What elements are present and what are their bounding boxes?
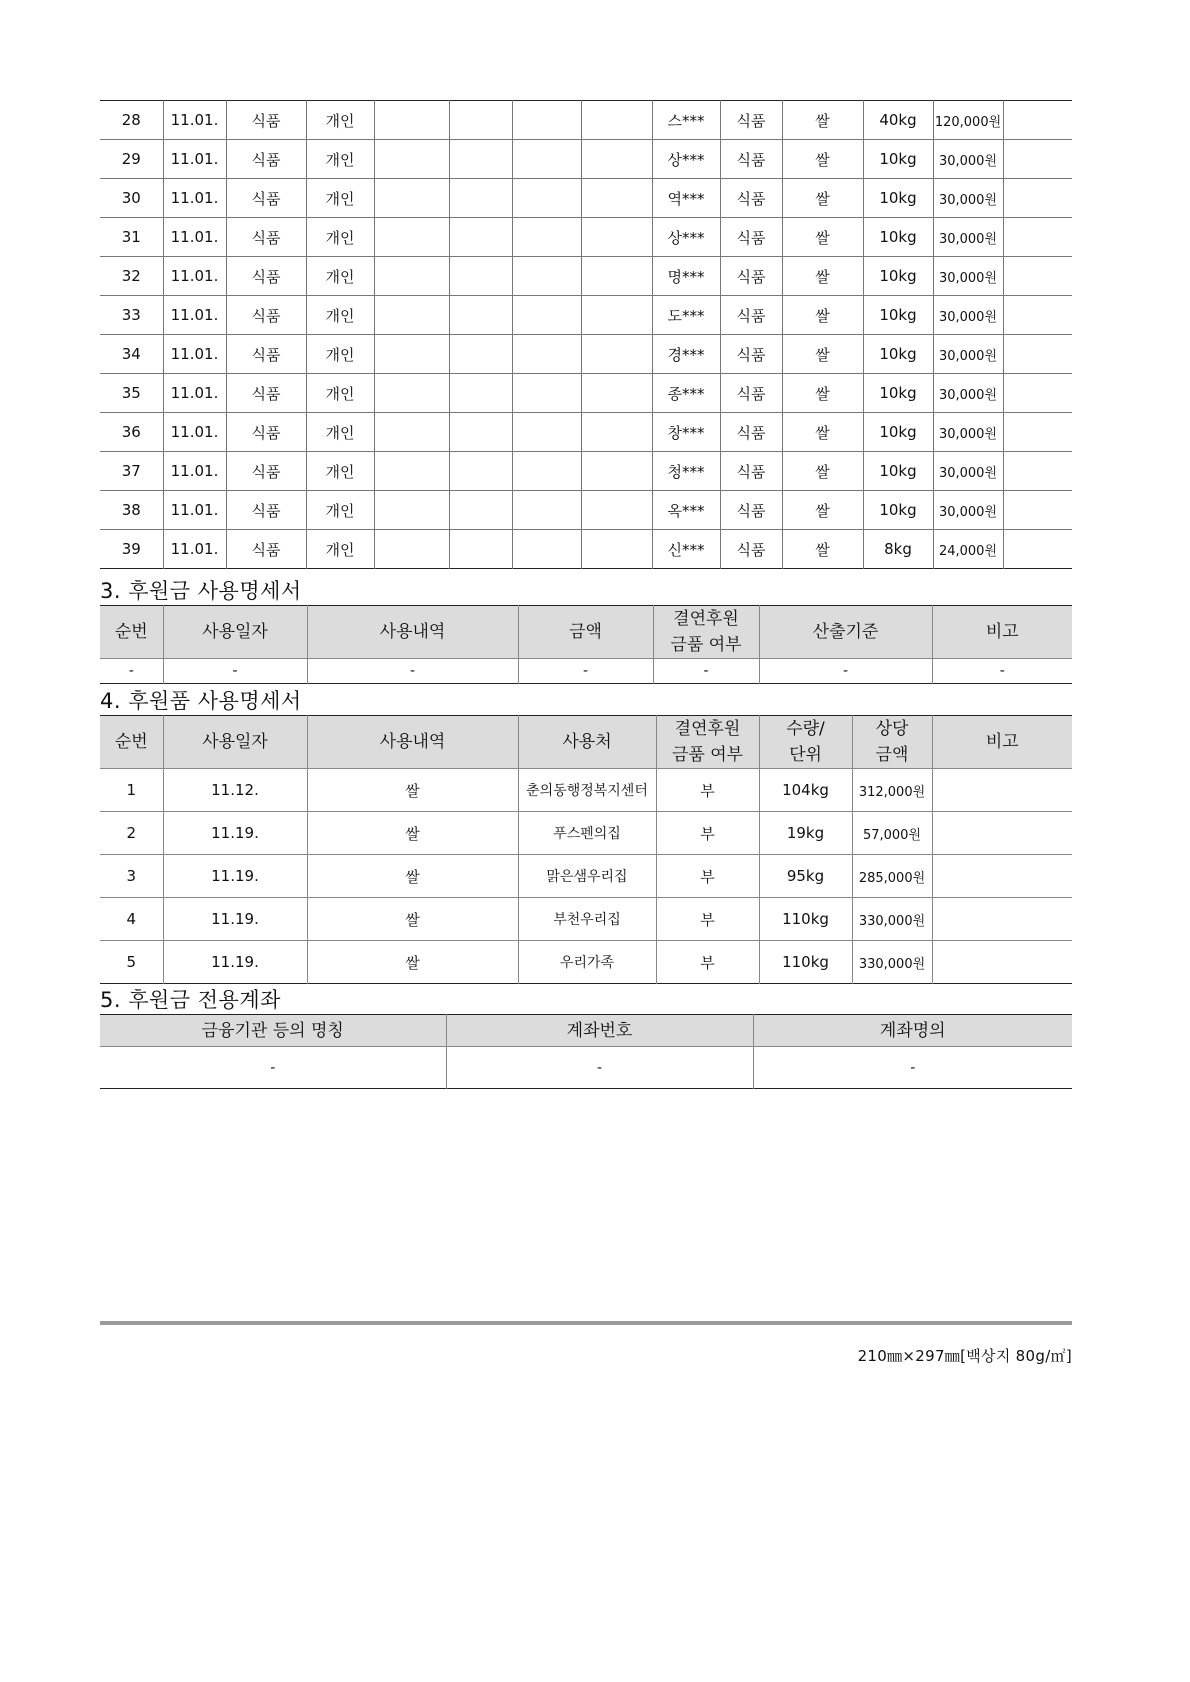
cell-empty: [581, 374, 652, 413]
header-holder: 계좌명의: [753, 1015, 1072, 1047]
cell-date: 11.01.: [163, 101, 226, 140]
cell-details: 쌀: [307, 812, 518, 855]
cell-no: 35: [100, 374, 163, 413]
header-place: 사용처: [518, 716, 656, 769]
cell-empty: [581, 413, 652, 452]
paper-spec: 210㎜×297㎜[백상지 80g/㎡]: [857, 1347, 1072, 1365]
cell-no: 30: [100, 179, 163, 218]
cell-empty: [512, 413, 581, 452]
cell-no: 28: [100, 101, 163, 140]
cell-empty: [512, 335, 581, 374]
cell-amount: 30,000원: [933, 140, 1003, 179]
cell-empty: [512, 101, 581, 140]
cell-type: 식품: [226, 218, 306, 257]
cell-donor-type: 개인: [306, 530, 374, 569]
section4-title: 4. 후원품 사용명세서: [100, 689, 302, 713]
table-row: [100, 855, 1072, 898]
cell-empty: [449, 491, 512, 530]
cell-empty: [374, 140, 449, 179]
cell-note: [932, 769, 1072, 812]
cell-no: 4: [100, 898, 163, 941]
cell-amount: 30,000원: [933, 413, 1003, 452]
cell-category: 식품: [720, 218, 782, 257]
header-value-line1: 상당: [875, 719, 909, 739]
table-row: [100, 101, 1072, 140]
cell-designated: 부: [656, 812, 759, 855]
table-row: [100, 941, 1072, 984]
cell-value: 330,000원: [852, 941, 932, 984]
cell-name: 상***: [652, 140, 720, 179]
account-table: [100, 1014, 1072, 1089]
account-header: [100, 1015, 1072, 1047]
cell-amount: 30,000원: [933, 218, 1003, 257]
table-row: [100, 1047, 1072, 1089]
cell-amount: 30,000원: [933, 296, 1003, 335]
goods-usage-body: [100, 769, 1072, 984]
cell-designated: -: [653, 659, 759, 684]
cell-empty: [1003, 530, 1072, 569]
cell-place: 맑은샘우리집: [518, 855, 656, 898]
cell-item: 쌀: [782, 257, 863, 296]
cell-empty: [581, 530, 652, 569]
cell-empty: [449, 140, 512, 179]
cell-empty: [374, 179, 449, 218]
header-qty: [759, 716, 852, 769]
cell-name: 도***: [652, 296, 720, 335]
cell-type: 식품: [226, 296, 306, 335]
cell-amount: 30,000원: [933, 491, 1003, 530]
cell-donor-type: 개인: [306, 491, 374, 530]
goods-usage-table: [100, 715, 1072, 984]
cell-qty: 110kg: [759, 898, 852, 941]
header-no: 순번: [100, 606, 163, 659]
cell-empty: [512, 218, 581, 257]
cell-name: 종***: [652, 374, 720, 413]
header-designated-line2: 금품 여부: [670, 635, 742, 655]
cell-date: 11.19.: [163, 812, 307, 855]
cell-bank: -: [270, 1059, 276, 1076]
cell-empty: [449, 413, 512, 452]
cell-type: 식품: [226, 101, 306, 140]
cell-donor-type: 개인: [306, 452, 374, 491]
header-note: 비고: [932, 716, 1072, 769]
cell-name: 명***: [652, 257, 720, 296]
cell-empty: [449, 452, 512, 491]
table-row: [100, 769, 1072, 812]
cell-date: 11.01.: [163, 413, 226, 452]
goods-usage-header: [100, 716, 1072, 769]
cell-name: 창***: [652, 413, 720, 452]
cell-item: 쌀: [782, 101, 863, 140]
footer-divider: [100, 1321, 1072, 1325]
header-note: 비고: [932, 606, 1072, 659]
cell-type: 식품: [226, 335, 306, 374]
cell-empty: [581, 335, 652, 374]
cell-type: 식품: [226, 452, 306, 491]
cell-item: 쌀: [782, 413, 863, 452]
cell-empty: [1003, 452, 1072, 491]
cell-date: 11.01.: [163, 296, 226, 335]
header-details: 사용내역: [307, 716, 518, 769]
cell-qty: 104kg: [759, 769, 852, 812]
cell-amount: 30,000원: [933, 179, 1003, 218]
cell-empty: [449, 257, 512, 296]
table-row: [100, 140, 1072, 179]
cell-category: 식품: [720, 491, 782, 530]
cell-note: [932, 941, 1072, 984]
cell-category: 식품: [720, 413, 782, 452]
cell-name: 신***: [652, 530, 720, 569]
cell-type: 식품: [226, 257, 306, 296]
cell-date: 11.01.: [163, 530, 226, 569]
cell-date: 11.01.: [163, 140, 226, 179]
cell-item: 쌀: [782, 374, 863, 413]
cell-no: 5: [126, 953, 137, 971]
header-basis: 산출기준: [759, 606, 932, 659]
cell-item: 쌀: [782, 530, 863, 569]
cell-empty: [449, 530, 512, 569]
cell-type: 식품: [226, 179, 306, 218]
cell-amount: 30,000원: [933, 335, 1003, 374]
cell-empty: [374, 101, 449, 140]
cell-type: 식품: [226, 374, 306, 413]
cell-date: 11.01.: [163, 374, 226, 413]
header-date: 사용일자: [163, 606, 307, 659]
header-value-line2: 금액: [875, 745, 909, 765]
cell-qty: 10kg: [863, 140, 933, 179]
header-date: 사용일자: [163, 716, 307, 769]
cell-empty: [581, 101, 652, 140]
cell-type: 식품: [226, 530, 306, 569]
cell-details: 쌀: [307, 769, 518, 812]
cell-empty: [449, 335, 512, 374]
cell-date: 11.01.: [163, 257, 226, 296]
cell-name: 옥***: [652, 491, 720, 530]
table-row: [100, 179, 1072, 218]
cell-date: -: [163, 659, 307, 684]
cell-account: -: [446, 1047, 753, 1089]
cell-qty: 95kg: [759, 855, 852, 898]
cell-empty: [449, 101, 512, 140]
header-designated: [653, 606, 759, 659]
table-row: [100, 898, 1072, 941]
header-designated-line1: 결연후원: [674, 719, 741, 739]
header-value: [852, 716, 932, 769]
cell-amount: 30,000원: [933, 374, 1003, 413]
cell-date: 11.01.: [163, 452, 226, 491]
cell-empty: [512, 179, 581, 218]
cell-empty: [1003, 218, 1072, 257]
cell-no: 31: [100, 218, 163, 257]
cell-value: 57,000원: [852, 812, 932, 855]
cell-designated: 부: [656, 769, 759, 812]
cell-no: 36: [100, 413, 163, 452]
cell-category: 식품: [720, 530, 782, 569]
cell-item: 쌀: [782, 491, 863, 530]
cell-empty: [581, 491, 652, 530]
cell-place: 부천우리집: [518, 898, 656, 941]
cell-category: 식품: [720, 257, 782, 296]
cell-empty: [581, 257, 652, 296]
cell-amount: 30,000원: [933, 257, 1003, 296]
cell-value: 330,000원: [852, 898, 932, 941]
cell-note: [932, 855, 1072, 898]
cell-qty: 10kg: [863, 335, 933, 374]
table-row: [100, 218, 1072, 257]
cell-no: 29: [100, 140, 163, 179]
cell-date: 11.19.: [163, 855, 307, 898]
cell-empty: [449, 218, 512, 257]
table-row: [100, 257, 1072, 296]
cell-qty: 40kg: [863, 101, 933, 140]
cell-category: 식품: [720, 140, 782, 179]
cell-empty: [1003, 179, 1072, 218]
cell-qty: 10kg: [863, 179, 933, 218]
cell-no: -: [128, 663, 134, 679]
table-row: [100, 413, 1072, 452]
cell-name: 경***: [652, 335, 720, 374]
cell-donor-type: 개인: [306, 335, 374, 374]
header-no: 순번: [100, 716, 163, 769]
cell-empty: [581, 179, 652, 218]
cell-no: 37: [100, 452, 163, 491]
table-row: [100, 530, 1072, 569]
cell-empty: [512, 140, 581, 179]
cell-empty: [1003, 140, 1072, 179]
cell-type: 식품: [226, 491, 306, 530]
cell-amount: -: [518, 659, 653, 684]
cell-category: 식품: [720, 179, 782, 218]
cell-date: 11.19.: [163, 941, 307, 984]
cell-type: 식품: [226, 140, 306, 179]
table-row: [100, 491, 1072, 530]
section3-title: 3. 후원금 사용명세서: [100, 579, 302, 603]
cell-item: 쌀: [782, 140, 863, 179]
header-account: 계좌번호: [446, 1015, 753, 1047]
cell-empty: [581, 296, 652, 335]
cell-name: 청***: [652, 452, 720, 491]
cell-category: 식품: [720, 101, 782, 140]
cell-empty: [1003, 335, 1072, 374]
table-row: [100, 452, 1072, 491]
header-qty-line2: 단위: [789, 745, 822, 765]
cell-donor-type: 개인: [306, 140, 374, 179]
cell-date: 11.19.: [163, 898, 307, 941]
cell-empty: [374, 257, 449, 296]
cell-empty: [1003, 491, 1072, 530]
cell-name: 역***: [652, 179, 720, 218]
header-bank: 금융기관 등의 명칭: [100, 1015, 446, 1047]
cell-empty: [512, 257, 581, 296]
header-designated: [656, 716, 759, 769]
cell-qty: 10kg: [863, 218, 933, 257]
cell-date: 11.01.: [163, 218, 226, 257]
cell-designated: 부: [656, 855, 759, 898]
cell-empty: [1003, 101, 1072, 140]
cell-qty: 10kg: [863, 374, 933, 413]
cell-amount: 30,000원: [933, 452, 1003, 491]
cell-empty: [449, 296, 512, 335]
cell-empty: [374, 452, 449, 491]
cell-empty: [374, 491, 449, 530]
cell-empty: [374, 413, 449, 452]
cell-category: 식품: [720, 452, 782, 491]
table-row: [100, 335, 1072, 374]
cell-donor-type: 개인: [306, 374, 374, 413]
header-designated-line2: 금품 여부: [671, 745, 744, 765]
cell-no: 3: [100, 855, 163, 898]
cell-empty: [374, 335, 449, 374]
cell-donor-type: 개인: [306, 101, 374, 140]
cell-donor-type: 개인: [306, 257, 374, 296]
cell-no: 33: [100, 296, 163, 335]
cell-donor-type: 개인: [306, 179, 374, 218]
cell-details: -: [307, 659, 518, 684]
cell-qty: 19kg: [759, 812, 852, 855]
cell-empty: [512, 530, 581, 569]
header-amount: 금액: [518, 606, 653, 659]
table-row: [100, 659, 1072, 684]
cell-no: 1: [100, 769, 163, 812]
cell-category: 식품: [720, 296, 782, 335]
cell-no: 34: [100, 335, 163, 374]
fund-usage-header: [100, 606, 1072, 659]
cell-place: 춘의동행정복지센터: [518, 769, 656, 812]
cell-empty: [1003, 413, 1072, 452]
cell-details: 쌀: [307, 855, 518, 898]
cell-empty: [374, 296, 449, 335]
cell-no: 39: [121, 540, 141, 558]
cell-designated: 부: [656, 898, 759, 941]
header-details: 사용내역: [307, 606, 518, 659]
cell-empty: [449, 374, 512, 413]
cell-no: 2: [100, 812, 163, 855]
cell-category: 식품: [720, 335, 782, 374]
cell-empty: [449, 179, 512, 218]
cell-item: 쌀: [782, 296, 863, 335]
cell-empty: [512, 452, 581, 491]
cell-donor-type: 개인: [306, 296, 374, 335]
cell-date: 11.01.: [163, 491, 226, 530]
cell-name: 스***: [652, 101, 720, 140]
cell-no: 38: [100, 491, 163, 530]
cell-empty: [512, 296, 581, 335]
cell-empty: [1003, 257, 1072, 296]
cell-qty: 10kg: [863, 413, 933, 452]
fund-usage-table: [100, 605, 1072, 684]
cell-item: 쌀: [782, 179, 863, 218]
cell-empty: [1003, 374, 1072, 413]
donation-detail-body: [100, 101, 1072, 569]
cell-qty: 10kg: [863, 491, 933, 530]
cell-designated: 부: [656, 941, 759, 984]
cell-item: 쌀: [782, 335, 863, 374]
cell-amount: 24,000원: [933, 530, 1003, 569]
cell-no: 32: [100, 257, 163, 296]
cell-value: 285,000원: [852, 855, 932, 898]
cell-value: 312,000원: [852, 769, 932, 812]
cell-item: 쌀: [782, 452, 863, 491]
cell-empty: [374, 218, 449, 257]
header-qty-line1: 수량/: [786, 719, 825, 739]
table-row: [100, 296, 1072, 335]
cell-empty: [581, 218, 652, 257]
header-designated-line1: 결연후원: [673, 609, 739, 629]
cell-donor-type: 개인: [306, 413, 374, 452]
cell-category: 식품: [720, 374, 782, 413]
cell-date: 11.01.: [163, 179, 226, 218]
cell-amount: 120,000원: [933, 101, 1003, 140]
section5-title: 5. 후원금 전용계좌: [100, 988, 281, 1012]
cell-qty: 10kg: [863, 257, 933, 296]
cell-empty: [374, 374, 449, 413]
cell-place: 푸스펜의집: [518, 812, 656, 855]
cell-date: 11.01.: [163, 335, 226, 374]
cell-holder: -: [753, 1047, 1072, 1089]
cell-name: 상***: [652, 218, 720, 257]
table-row: [100, 812, 1072, 855]
cell-details: 쌀: [307, 898, 518, 941]
cell-details: 쌀: [307, 941, 518, 984]
cell-qty: 110kg: [759, 941, 852, 984]
donation-detail-table: [100, 100, 1072, 569]
cell-item: 쌀: [782, 218, 863, 257]
cell-donor-type: 개인: [306, 218, 374, 257]
cell-empty: [512, 374, 581, 413]
cell-qty: 10kg: [863, 296, 933, 335]
cell-basis: -: [759, 659, 932, 684]
cell-qty: 8kg: [863, 530, 933, 569]
cell-empty: [512, 491, 581, 530]
cell-empty: [374, 530, 449, 569]
cell-empty: [581, 452, 652, 491]
cell-type: 식품: [226, 413, 306, 452]
cell-date: 11.12.: [163, 769, 307, 812]
cell-empty: [1003, 296, 1072, 335]
cell-note: -: [932, 659, 1072, 684]
cell-qty: 10kg: [863, 452, 933, 491]
cell-note: [932, 812, 1072, 855]
cell-note: [932, 898, 1072, 941]
cell-place: 우리가족: [518, 941, 656, 984]
cell-empty: [581, 140, 652, 179]
table-row: [100, 374, 1072, 413]
